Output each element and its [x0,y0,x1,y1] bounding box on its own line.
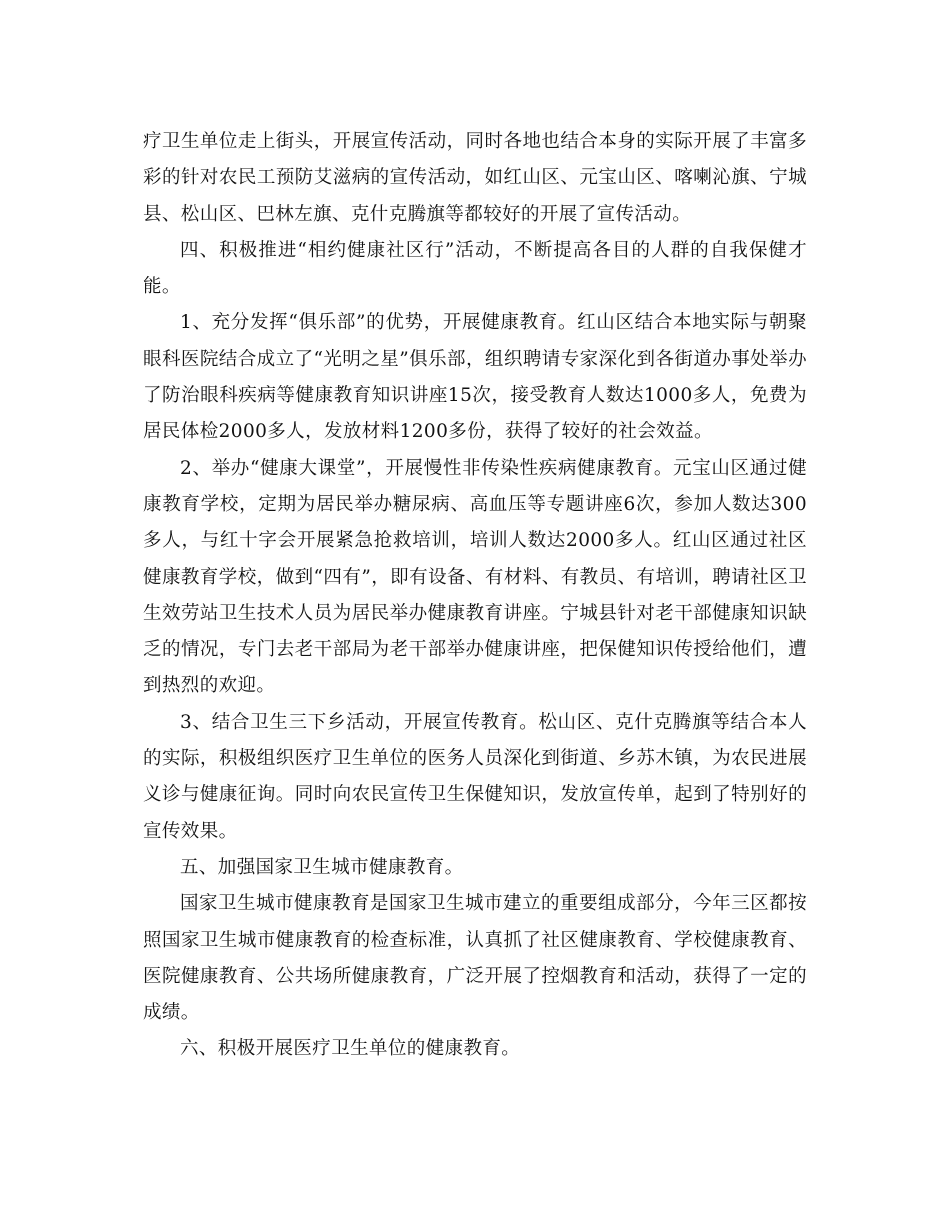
paragraph-3: 1、充分发挥“俱乐部”的优势，开展健康教育。红山区结合本地实际与朝聚眼科医院结合成立了“光明之星”俱乐部，组织聘请专家深化到各街道办事处举办了防治眼科疾病等健康教育知识讲座15次，接受教育人数达1000多人，免费为居民体检2000多人，发放材料1200多份，获得了较好的社会效益。 [143,312,807,443]
document-body [143,124,807,1068]
paragraph-6: 五、加强国家卫生城市健康教育。 [180,856,464,878]
paragraph-8: 六、积极开展医疗卫生单位的健康教育。 [180,1038,521,1060]
paragraph-1: 疗卫生单位走上街头，开展宣传活动，同时各地也结合本身的实际开展了丰富多彩的针对农民工预防艾滋病的宣传活动，如红山区、元宝山区、喀喇沁旗、宁城县、松山区、巴林左旗、克什克腾旗等都较好的开展了宣传活动。 [143,131,807,225]
paragraph-2: 四、积极推进“相约健康社区行”活动，不断提高各目的人群的自我保健才能。 [143,239,807,298]
paragraph-5: 3、结合卫生三下乡活动，开展宣传教育。松山区、克什克腾旗等结合本人的实际，积极组织医疗卫生单位的医务人员深化到街道、乡苏木镇，为农民进展义诊与健康征询。同时向农民宣传卫生保健知识，发放宣传单，起到了特别好的宣传效果。 [143,711,807,842]
paragraph-7: 国家卫生城市健康教育是国家卫生城市建立的重要组成部分，今年三区都按照国家卫生城市健康教育的检查标准，认真抓了社区健康教育、学校健康教育、医院健康教育、公共场所健康教育，广泛开展了控烟教育和活动，获得了一定的成绩。 [143,893,807,1024]
paragraph-4: 2、举办“健康大课堂”，开展慢性非传染性疾病健康教育。元宝山区通过健康教育学校，定期为居民举办糖尿病、高血压等专题讲座6次，参加人数达300多人，与红十字会开展紧急抢救培训，培训人数达2000多人。红山区通过社区健康教育学校，做到“四有”，即有设备、有材料、有教员、有培训，聘请社区卫生效劳站卫生技术人员为居民举办健康教育讲座。宁城县针对老干部健康知识缺乏的情况，专门去老干部局为老干部举办健康讲座，把保健知识传授给他们，遭到热烈的欢迎。 [143,457,807,697]
